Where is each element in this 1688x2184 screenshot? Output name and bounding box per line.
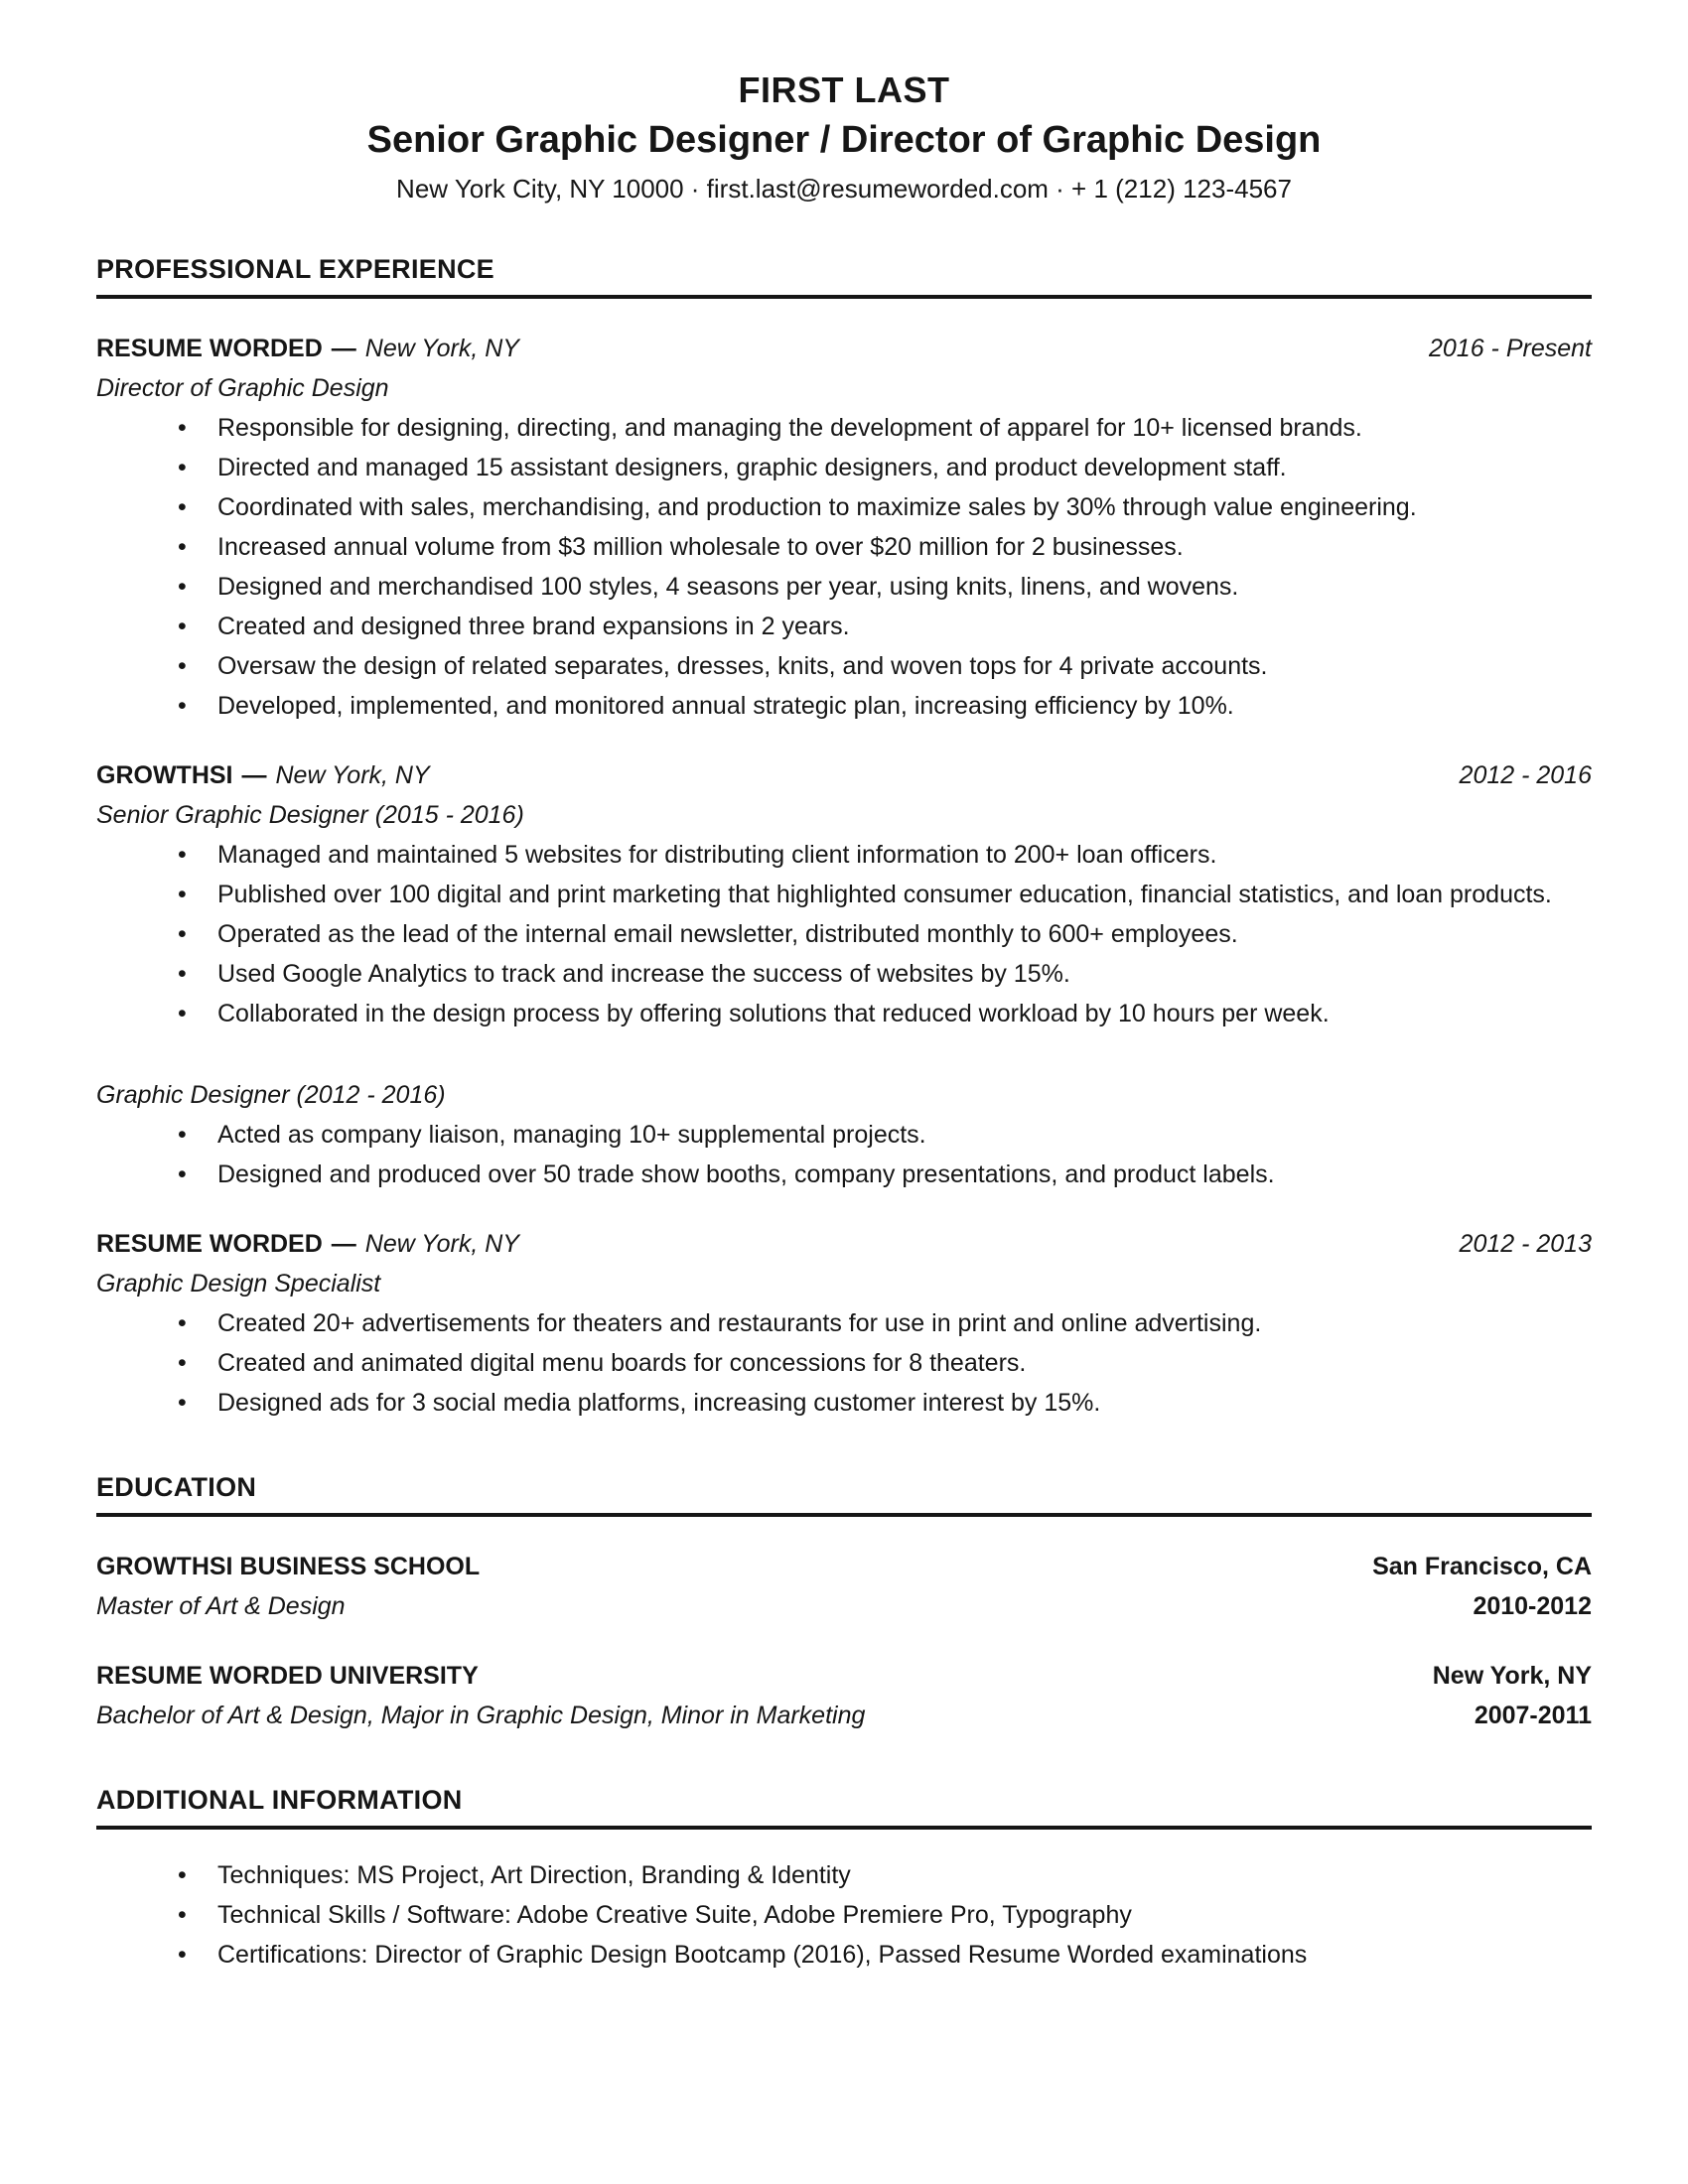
role-bullet-list bbox=[96, 835, 1592, 1033]
education-entry bbox=[96, 1547, 1592, 1626]
role-entry bbox=[96, 795, 1592, 1033]
job-dates: 2012 - 2016 bbox=[1459, 761, 1592, 789]
section-heading-experience: PROFESSIONAL EXPERIENCE bbox=[96, 254, 1592, 299]
bullet-text: Directed and managed 15 assistant designers, graphic designers, and product development staff. bbox=[217, 454, 1287, 481]
section-heading-additional-information: ADDITIONAL INFORMATION bbox=[96, 1785, 1592, 1830]
bullet-text: Techniques: MS Project, Art Direction, Branding & Identity bbox=[217, 1861, 851, 1889]
additional-bullet-list bbox=[96, 1855, 1592, 1975]
resume-header bbox=[96, 69, 1592, 205]
bullet-dot: • bbox=[178, 613, 187, 640]
bullet-item bbox=[96, 607, 1592, 646]
school-location: San Francisco, CA bbox=[1372, 1553, 1592, 1580]
bullet-text: Designed ads for 3 social media platforms, increasing customer interest by 15%. bbox=[217, 1389, 1101, 1417]
bullet-dot: • bbox=[178, 960, 187, 988]
school-location: New York, NY bbox=[1432, 1662, 1592, 1690]
role-bullet-list bbox=[96, 1115, 1592, 1194]
role-bullet-list bbox=[96, 408, 1592, 726]
role-title: Graphic Designer (2012 - 2016) bbox=[96, 1081, 446, 1109]
job-location: New York, NY bbox=[364, 1230, 519, 1258]
company-name: GROWTHSI bbox=[96, 761, 233, 789]
school-degree: Master of Art & Design bbox=[96, 1592, 346, 1620]
bullet-item bbox=[96, 1155, 1592, 1194]
job-location: New York, NY bbox=[364, 335, 519, 362]
school-dates: 2007-2011 bbox=[1474, 1702, 1592, 1729]
company-name: RESUME WORDED bbox=[96, 1230, 323, 1258]
company-location-separator: — bbox=[241, 761, 267, 789]
bullet-item bbox=[96, 914, 1592, 954]
bullet-text: Operated as the lead of the internal email newsletter, distributed monthly to 600+ employees. bbox=[217, 920, 1238, 948]
bullet-item bbox=[96, 527, 1592, 567]
bullet-text: Used Google Analytics to track and increase the success of websites by 15%. bbox=[217, 960, 1070, 988]
bullet-dot: • bbox=[178, 920, 187, 948]
job-header bbox=[96, 1224, 1592, 1264]
bullet-dot: • bbox=[178, 573, 187, 601]
bullet-item bbox=[96, 487, 1592, 527]
bullet-text: Managed and maintained 5 websites for distributing client information to 200+ loan officers. bbox=[217, 841, 1217, 869]
job-location: New York, NY bbox=[275, 761, 430, 789]
bullet-item bbox=[96, 1343, 1592, 1383]
school-name: GROWTHSI BUSINESS SCHOOL bbox=[96, 1553, 481, 1580]
bullet-text: Coordinated with sales, merchandising, and production to maximize sales by 30% through value engineering. bbox=[217, 493, 1417, 521]
section-additional-information bbox=[96, 1785, 1592, 1975]
job-dates: 2012 - 2013 bbox=[1459, 1230, 1592, 1258]
bullet-text: Certifications: Director of Graphic Design Bootcamp (2016), Passed Resume Worded examinations bbox=[217, 1941, 1308, 1969]
job-company-line bbox=[96, 755, 430, 795]
bullet-dot: • bbox=[178, 1000, 187, 1027]
bullet-text: Oversaw the design of related separates, dresses, knits, and woven tops for 4 private accounts. bbox=[217, 652, 1268, 680]
bullet-text: Created and animated digital menu boards for concessions for 8 theaters. bbox=[217, 1349, 1027, 1377]
bullet-dot: • bbox=[178, 1309, 187, 1337]
job-entry-growthsi bbox=[96, 755, 1592, 1194]
section-experience bbox=[96, 254, 1592, 1423]
bullet-dot: • bbox=[178, 1121, 187, 1149]
role-title: Director of Graphic Design bbox=[96, 374, 389, 402]
job-entry-resume-worded-1 bbox=[96, 329, 1592, 726]
bullet-item bbox=[96, 1935, 1592, 1975]
bullet-text: Responsible for designing, directing, and managing the development of apparel for 10+ licensed brands. bbox=[217, 414, 1362, 442]
bullet-item bbox=[96, 875, 1592, 914]
bullet-item bbox=[96, 1855, 1592, 1895]
education-entry bbox=[96, 1656, 1592, 1735]
bullet-text: Designed and produced over 50 trade show booths, company presentations, and product labels. bbox=[217, 1160, 1275, 1188]
bullet-dot: • bbox=[178, 454, 187, 481]
bullet-item bbox=[96, 1895, 1592, 1935]
bullet-item bbox=[96, 835, 1592, 875]
bullet-item bbox=[96, 646, 1592, 686]
bullet-text: Increased annual volume from $3 million wholesale to over $20 million for 2 businesses. bbox=[217, 533, 1184, 561]
role-bullet-list bbox=[96, 1303, 1592, 1423]
bullet-item bbox=[96, 408, 1592, 448]
company-location-separator: — bbox=[331, 335, 356, 362]
job-header bbox=[96, 329, 1592, 368]
role-entry bbox=[96, 1075, 1592, 1194]
role-title: Graphic Design Specialist bbox=[96, 1270, 381, 1297]
bullet-dot: • bbox=[178, 1861, 187, 1889]
job-company-line bbox=[96, 329, 519, 368]
bullet-dot: • bbox=[178, 1941, 187, 1969]
bullet-item bbox=[96, 994, 1592, 1033]
person-headline: Senior Graphic Designer / Director of Graphic Design bbox=[366, 119, 1322, 161]
bullet-text: Acted as company liaison, managing 10+ supplemental projects. bbox=[217, 1121, 926, 1149]
bullet-dot: • bbox=[178, 652, 187, 680]
school-name: RESUME WORDED UNIVERSITY bbox=[96, 1662, 479, 1690]
bullet-dot: • bbox=[178, 533, 187, 561]
bullet-item bbox=[96, 1303, 1592, 1343]
section-heading-education: EDUCATION bbox=[96, 1472, 1592, 1517]
section-education bbox=[96, 1472, 1592, 1735]
bullet-dot: • bbox=[178, 414, 187, 442]
bullet-item bbox=[96, 954, 1592, 994]
school-dates: 2010-2012 bbox=[1473, 1592, 1592, 1620]
bullet-dot: • bbox=[178, 1901, 187, 1929]
job-entry-resume-worded-2 bbox=[96, 1224, 1592, 1423]
role-title: Senior Graphic Designer (2015 - 2016) bbox=[96, 801, 524, 829]
role-entry bbox=[96, 1264, 1592, 1423]
bullet-dot: • bbox=[178, 493, 187, 521]
bullet-dot: • bbox=[178, 841, 187, 869]
job-header bbox=[96, 755, 1592, 795]
bullet-item bbox=[96, 1383, 1592, 1423]
bullet-text: Designed and merchandised 100 styles, 4 seasons per year, using knits, linens, and wovens. bbox=[217, 573, 1239, 601]
bullet-text: Collaborated in the design process by offering solutions that reduced workload by 10 hours per week. bbox=[217, 1000, 1330, 1027]
bullet-dot: • bbox=[178, 692, 187, 720]
school-degree: Bachelor of Art & Design, Major in Graphic Design, Minor in Marketing bbox=[96, 1702, 866, 1729]
bullet-text: Created and designed three brand expansions in 2 years. bbox=[217, 613, 850, 640]
bullet-item bbox=[96, 448, 1592, 487]
bullet-dot: • bbox=[178, 1160, 187, 1188]
bullet-text: Created 20+ advertisements for theaters and restaurants for use in print and online advertising. bbox=[217, 1309, 1262, 1337]
person-name: FIRST LAST bbox=[738, 69, 950, 110]
bullet-text: Developed, implemented, and monitored annual strategic plan, increasing efficiency by 10%. bbox=[217, 692, 1234, 720]
role-entry bbox=[96, 368, 1592, 726]
bullet-item bbox=[96, 1115, 1592, 1155]
job-company-line bbox=[96, 1224, 519, 1264]
bullet-text: Published over 100 digital and print marketing that highlighted consumer education, financial statistics, and loan products. bbox=[217, 881, 1552, 908]
company-location-separator: — bbox=[331, 1230, 356, 1258]
contact-line: New York City, NY 10000 · first.last@resumeworded.com · + 1 (212) 123-4567 bbox=[396, 174, 1292, 204]
bullet-item bbox=[96, 567, 1592, 607]
job-dates: 2016 - Present bbox=[1429, 335, 1592, 362]
bullet-dot: • bbox=[178, 881, 187, 908]
bullet-dot: • bbox=[178, 1349, 187, 1377]
bullet-text: Technical Skills / Software: Adobe Creative Suite, Adobe Premiere Pro, Typography bbox=[217, 1901, 1132, 1929]
bullet-item bbox=[96, 686, 1592, 726]
bullet-dot: • bbox=[178, 1389, 187, 1417]
company-name: RESUME WORDED bbox=[96, 335, 323, 362]
